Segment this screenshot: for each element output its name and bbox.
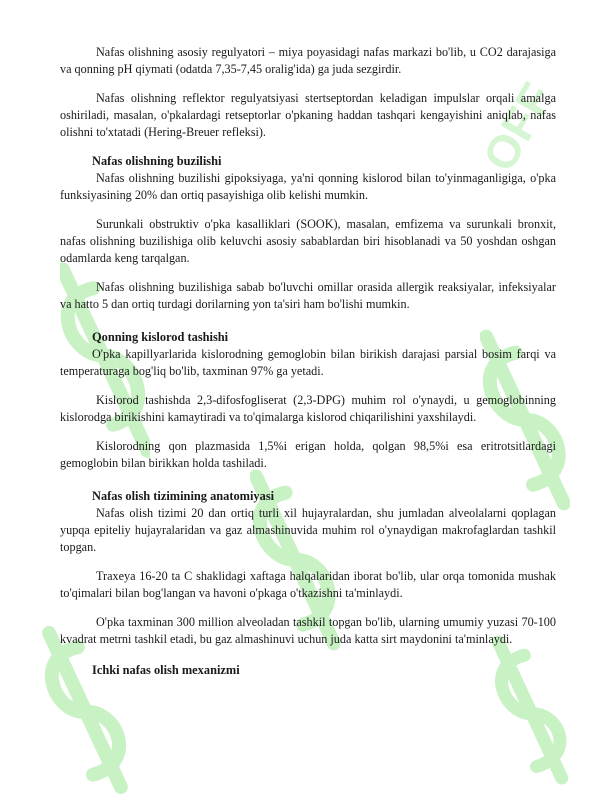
paragraph: O'pka kapillyarlarida kislorodning gemoglobin bilan birikish darajasi parsial bosim farqi va temperaturaga bog'liq bo'lib, taxminan 97% ga yetadi.: [60, 347, 556, 378]
paragraph: Nafas olishning buzilishi gipoksiyaga, ya'ni qonning kislorod bilan to'yinmaganligiga, o'pka funksiyasining 20% dan ortiq pasayishiga olib kelishi mumkin.: [60, 171, 556, 202]
section-heading: Nafas olish tizimining anatomiyasi: [92, 489, 275, 503]
section-heading: Nafas olishning buzilishi: [92, 154, 222, 168]
paragraph: Kislorod tashishda 2,3-difosfogliserat (2,3-DPG) muhim rol o'ynaydi, u gemoglobinning kislorodga birikishini kamaytiradi va to'qimalarga kislorod chiqarilishini yaxshilaydi.: [60, 393, 556, 424]
section-heading: Ichki nafas olish mexanizmi: [92, 663, 240, 677]
paragraph: Nafas olishning reflektor regulyatsiyasi stertseptordan keladigan impulslar orqali amalga oshiriladi, masalan, o'pkalardagi retseptorlar o'pkaning haddan tashqari kengayishini aniqlab, nafas olishni to'xtatadi (Hering-Breuer refleksi).: [60, 91, 556, 139]
paragraph: O'pka taxminan 300 million alveoladan tashkil topgan bo'lib, ularning umumiy yuzasi 70-100 kvadrat metrni tashkil etadi, bu gaz almashinuvi uchun juda katta sirt maydonini ta'minlaydi.: [60, 615, 556, 646]
paragraph: Nafas olish tizimi 20 dan ortiq turli xil hujayralardan, shu jumladan alveolalarni qoplagan yupqa epiteliy hujayralaridan va gaz almashinuvida muhim rol o'ynaydigan makrofaglardan tashkil topgan.: [60, 506, 556, 554]
paragraph: Surunkali obstruktiv o'pka kasalliklari (SOOK), masalan, emfizema va surunkali bronxit, nafas olishning buzilishiga olib keluvchi asosiy sabablardan biri hisoblanadi va 50 yoshdan oshgan odamlarda keng tarqalgan.: [60, 217, 556, 265]
paragraph: Nafas olishning buzilishiga sabab bo'luvchi omillar orasida allergik reaksiyalar, infeksiyalar va hatto 5 dan ortiq turdagi dorilarning yon ta'siri ham bo'lishi mumkin.: [60, 280, 556, 311]
section-heading: Qonning kislorod tashishi: [92, 330, 229, 344]
paragraph: Kislorodning qon plazmasida 1,5%i erigan holda, qolgan 98,5%i esa eritrotsitlardagi gemoglobin bilan birikkan holda tashiladi.: [60, 439, 556, 470]
document-page: [60, 44, 556, 679]
watermark-off-text: OFF: [472, 74, 564, 180]
paragraph: Traxeya 16-20 ta C shaklidagi xaftaga halqalaridan iborat bo'lib, ular orqa tomonida mushak to'qimalari bilan bog'langan va havoni o'pkaga o'tkazishni ta'minlaydi.: [60, 569, 556, 600]
paragraph: Nafas olishning asosiy regulyatori – miya poyasidagi nafas markazi bo'lib, u CO2 darajasiga va qonning pH qiymati (odatda 7,35-7,45 oralig'ida) ga juda sezgirdir.: [60, 45, 556, 76]
